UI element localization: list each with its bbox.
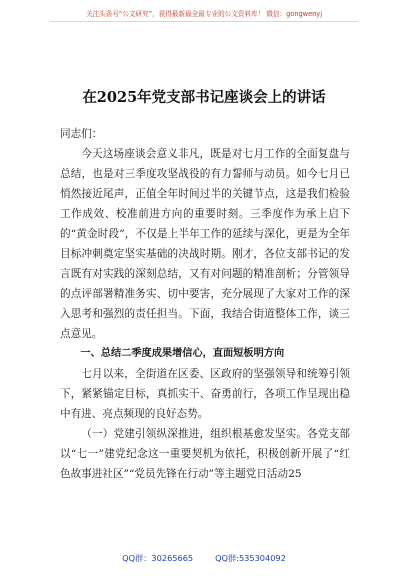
footer-contact <box>0 553 408 564</box>
section-paragraph: （一）党建引领纵深推进，组织根基愈发坚实。各党支部以“七一”建党纪念这一重要契机为依托，积极创新开展了“红色故事进社区”“党员先锋在行动”等主题党日活动25 <box>60 428 350 480</box>
section-heading: 一、总结二季度成果增信心，直面短板明方向 <box>80 348 285 359</box>
document-title: 在2025年党支部书记座谈会上的讲话 <box>82 89 326 106</box>
footer-qq-group-1: QQ群：30265665 <box>122 553 194 563</box>
intro-paragraph: 今天这场座谈会意义非凡，既是对七月工作的全面复盘与总结，也是对三季度攻坚战役的有力誓师与动员。如今七月已悄然接近尾声，正值全年时间过半的关键节点，这是我们检验工作成效、校准前进方向的重要时刻。三季度作为承上启下的“黄金时段”，不仅是上半年工作的延续与深化，更是为全年目标冲刺奠定坚实基础的决战时期。刚才，各位支部书记的发言既有对实践的深刻总结，又有对问题的精准剖析；分管领导的点评部署精准务实、切中要害，充分展现了大家对工作的深入思考和强烈的责任担当。下面，我结合街道整体工作，谈三点意见。 <box>60 148 350 340</box>
header-divider <box>50 21 358 22</box>
salutation: 同志们： <box>60 128 103 140</box>
section-paragraph: 七月以来，全街道在区委、区政府的坚强领导和统筹引领下，紧紧锚定目标，真抓实干、奋勇前行，各项工作呈现出稳中有进、亮点频现的良好态势。 <box>60 368 350 420</box>
header-promo-note: 关注头条号“公文研究”，获得最新最全最专业的公文资料库！ 微信：gongwenyj <box>85 10 323 18</box>
footer-qq-group-2: QQ群:535304092 <box>215 553 286 563</box>
document-body <box>60 124 350 546</box>
